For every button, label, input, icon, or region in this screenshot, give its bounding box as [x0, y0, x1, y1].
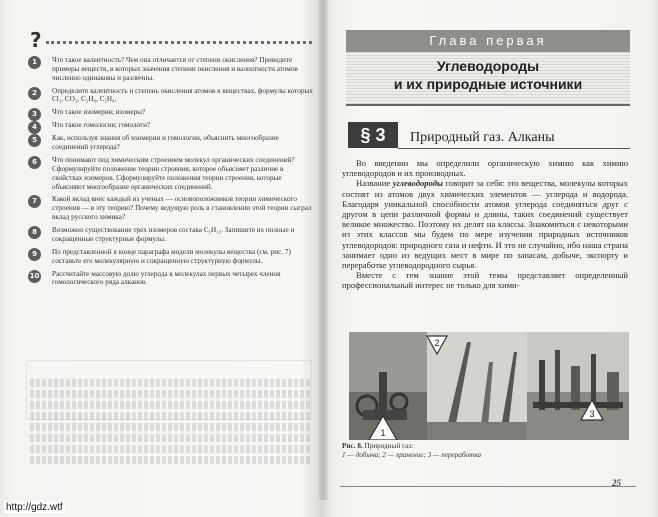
paragraph-rest: говорит за себя: это вещества, молекулы которых состоят из атомов двух химических элементов — углерода и водорода. Благодаря уникальной способности атомов углерода соединяться друг с другом в цепи различной формы и длины, таких соединений существует великое множество. Поэтому их делят на классы. Знакомиться с некоторыми из этих классов мы будем по мере изучения природных источников углеводородов: природного газа и нефти. И это не случайно, ибо наша страна занимает одно из ведущих мест в мире по запасам, добыче, экспорту и переработке углеводородного сырья. — [342, 178, 628, 271]
question-item — [28, 226, 313, 244]
question-item — [28, 87, 313, 105]
question-text: Как, используя знания об изомерии и гомологии, объяснить многообразие соединений углерода? — [52, 134, 279, 152]
question-number-badge: 2 — [28, 87, 41, 100]
badge-3-label: 3 — [589, 409, 595, 419]
question-text: Что такое валентность? Чем она отличается от степени окисления? Приведите примеры веществ, в которых значения степени окисления и валентности атомов численно одинаковы и различны. — [52, 56, 298, 82]
question-text: По представленной в конце параграфа модели молекулы вещества (см. рис. 7) составьте его молекулярную и сокращенную структурную формулы. — [52, 247, 291, 265]
section-number: § 3 — [348, 122, 398, 148]
badge-2-label: 2 — [434, 338, 440, 348]
question-text: Возможно существование трех изомеров состава C₅H₁₂. Запишите их полные и сокращенные структурные формулы. — [52, 226, 295, 243]
photo-gas-storage — [427, 332, 527, 440]
question-text: Определите валентность и степень окисления атомов в веществах, формулы которых Cl₂, CO₂, C₂H₆, C₂H₄. — [52, 86, 313, 104]
question-text: Рассчитайте массовую долю углерода в молекулах первых четырех членов гомологического ряда алканов. — [52, 269, 281, 287]
question-number-badge: 6 — [28, 156, 41, 169]
section-title: Природный газ. Алканы — [410, 130, 555, 145]
photo-collage-svg — [349, 332, 629, 440]
question-item — [28, 156, 313, 191]
question-number-badge: 9 — [28, 248, 41, 261]
paragraph — [342, 178, 628, 270]
watermark-url[interactable]: http://gdz.wtf — [6, 502, 63, 513]
question-number-badge: 3 — [28, 108, 41, 121]
question-number-badge: 7 — [28, 195, 41, 208]
chapter-subtitle-line1: Углеводороды — [436, 58, 540, 74]
photo-gas-processing — [527, 332, 629, 440]
question-item — [28, 134, 313, 152]
chapter-subtitle-band — [346, 52, 630, 104]
paragraph: Вместе с тем знание этой темы представляет определенный профессиональный интерес не только для хими- — [342, 270, 628, 291]
paragraph: Во введении мы определили органическую химию как химию углеводородов и их производных. — [342, 158, 628, 179]
badge-1-label: 1 — [380, 428, 386, 438]
paragraph-lead: Название — [356, 178, 393, 189]
footer-rule — [340, 486, 636, 487]
question-text: Какой вклад внес каждый из ученых — основоположников теории химического строения — в эту теорию? Почему ведущую роль в становлении этой теории сыграл вклад русского химика? — [52, 195, 312, 222]
question-item — [28, 270, 313, 288]
chapter-label: Глава первая — [346, 30, 630, 52]
section-rule — [398, 148, 630, 149]
page-number: 25 — [612, 478, 621, 488]
figure-photo-collage — [349, 332, 629, 440]
question-number-badge: 8 — [28, 226, 41, 239]
figure-caption-title: Природный газ: — [362, 442, 414, 450]
questions-list — [28, 56, 313, 291]
question-mark-icon: ? — [30, 28, 42, 52]
question-text: Что такое изомерия; изомеры? — [52, 108, 146, 117]
question-text: Что такое гомология; гомологи? — [52, 121, 151, 130]
chapter-subtitle-line2: и их природные источники — [393, 76, 583, 92]
question-item — [28, 121, 313, 130]
figure-caption — [342, 442, 632, 459]
chapter-header — [346, 30, 630, 108]
bleed-through-text — [30, 376, 310, 476]
section-body — [342, 158, 628, 291]
chapter-rule — [346, 104, 630, 106]
term-highlight: углеводороды — [392, 178, 443, 189]
question-number-badge: 10 — [28, 270, 41, 283]
question-number-badge: 1 — [28, 56, 41, 69]
question-item — [28, 248, 313, 266]
book-gutter — [318, 0, 328, 500]
question-item — [28, 108, 313, 117]
figure-caption-items: 1 — добыча; 2 — хранение; 3 — переработка — [342, 450, 482, 459]
question-number-badge: 5 — [28, 134, 41, 147]
question-text: Что понимают под химическим строением молекул органических соединений? Сформулируйте положение теории строения, которое объясняет различие в свойствах изомеров. Сформулируйте положения теории строения, которые объясняют многообразие органических соединений. — [52, 156, 295, 191]
question-number-badge: 4 — [28, 121, 41, 134]
dotted-divider — [46, 41, 312, 44]
questions-header — [30, 28, 312, 52]
question-item — [28, 56, 313, 82]
figure-caption-label: Рис. 8. — [342, 442, 363, 450]
question-item — [28, 195, 313, 221]
